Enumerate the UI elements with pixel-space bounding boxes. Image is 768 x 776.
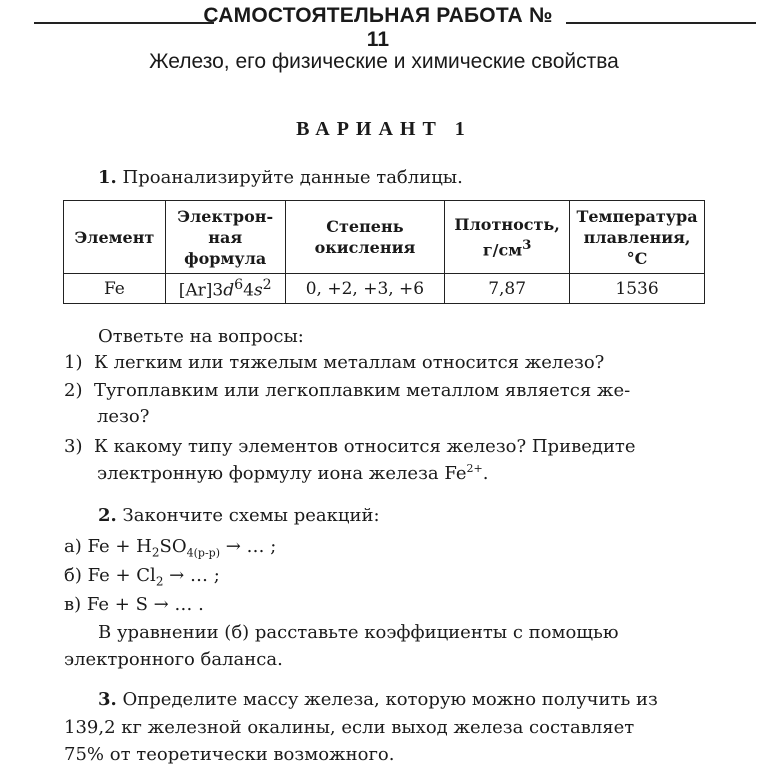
- cell-melting-point: 1536: [570, 274, 705, 304]
- question-2: 2) Тугоплавким или легкоплавким металлом является же-: [64, 380, 631, 401]
- task1-text: Проанализируйте данные таблицы.: [122, 167, 463, 188]
- task2-note-line2: электронного баланса.: [64, 649, 283, 670]
- task2-text: Закончите схемы реакций:: [122, 505, 380, 526]
- task2-number: 2.: [98, 505, 117, 526]
- task3-line1: 3. Определите массу железа, которую можно получить из: [98, 689, 658, 710]
- header-electron-formula: Электрон- ная формула: [165, 201, 285, 274]
- questions-intro: Ответьте на вопросы:: [98, 326, 304, 347]
- reaction-b: б) $Fe + Cl_2$ → … ;: [64, 565, 220, 589]
- header-oxidation-state: Степень окисления: [285, 201, 445, 274]
- header-rule-left: [34, 22, 214, 24]
- header-rule-right: [566, 22, 756, 24]
- worksheet-title: САМОСТОЯТЕЛЬНАЯ РАБОТА № 11: [203, 4, 553, 51]
- question-3-continuation: электронную формулу иона железа $Fe^{2+}$.: [97, 462, 489, 484]
- task2-note-line1: В уравнении (б) расставьте коэффициенты с помощью: [98, 622, 619, 643]
- cell-oxidation-states: 0, +2, +3, +6: [285, 274, 445, 304]
- task3-line3: 75% от теоретически возможного.: [64, 744, 395, 765]
- header-element: Элемент: [64, 201, 166, 274]
- header-density: Плотность, $г/см^3$: [445, 201, 570, 274]
- cell-element: Fe: [64, 274, 166, 304]
- reaction-c: в) Fe + S → … .: [64, 594, 204, 615]
- task2-heading: [98, 505, 380, 526]
- table-header-row: [64, 201, 705, 274]
- cell-electron-formula: $[Ar]3d^64s^2$: [165, 274, 285, 304]
- reaction-a: а) $Fe + H_2SO_{4(р-р)}$ → … ;: [64, 536, 277, 560]
- question-2-continuation: лезо?: [97, 406, 150, 427]
- topic-title: Железо, его физические и химические свойства: [149, 50, 619, 73]
- task3-number: 3.: [98, 689, 117, 710]
- question-1: 1) К легким или тяжелым металлам относится железо?: [64, 352, 605, 373]
- task1-number: 1.: [98, 167, 117, 188]
- header-melting-point: Температура плавления, °С: [570, 201, 705, 274]
- properties-table: [63, 200, 705, 304]
- header: [30, 4, 760, 51]
- cell-density: 7,87: [445, 274, 570, 304]
- variant-heading: ВАРИАНТ 1: [296, 118, 472, 140]
- task1-heading: [98, 167, 463, 188]
- table-row: [64, 274, 705, 304]
- task3-line2: 139,2 кг железной окалины, если выход железа составляет: [64, 717, 635, 738]
- question-3: 3) К какому типу элементов относится железо? Приведите: [64, 436, 636, 457]
